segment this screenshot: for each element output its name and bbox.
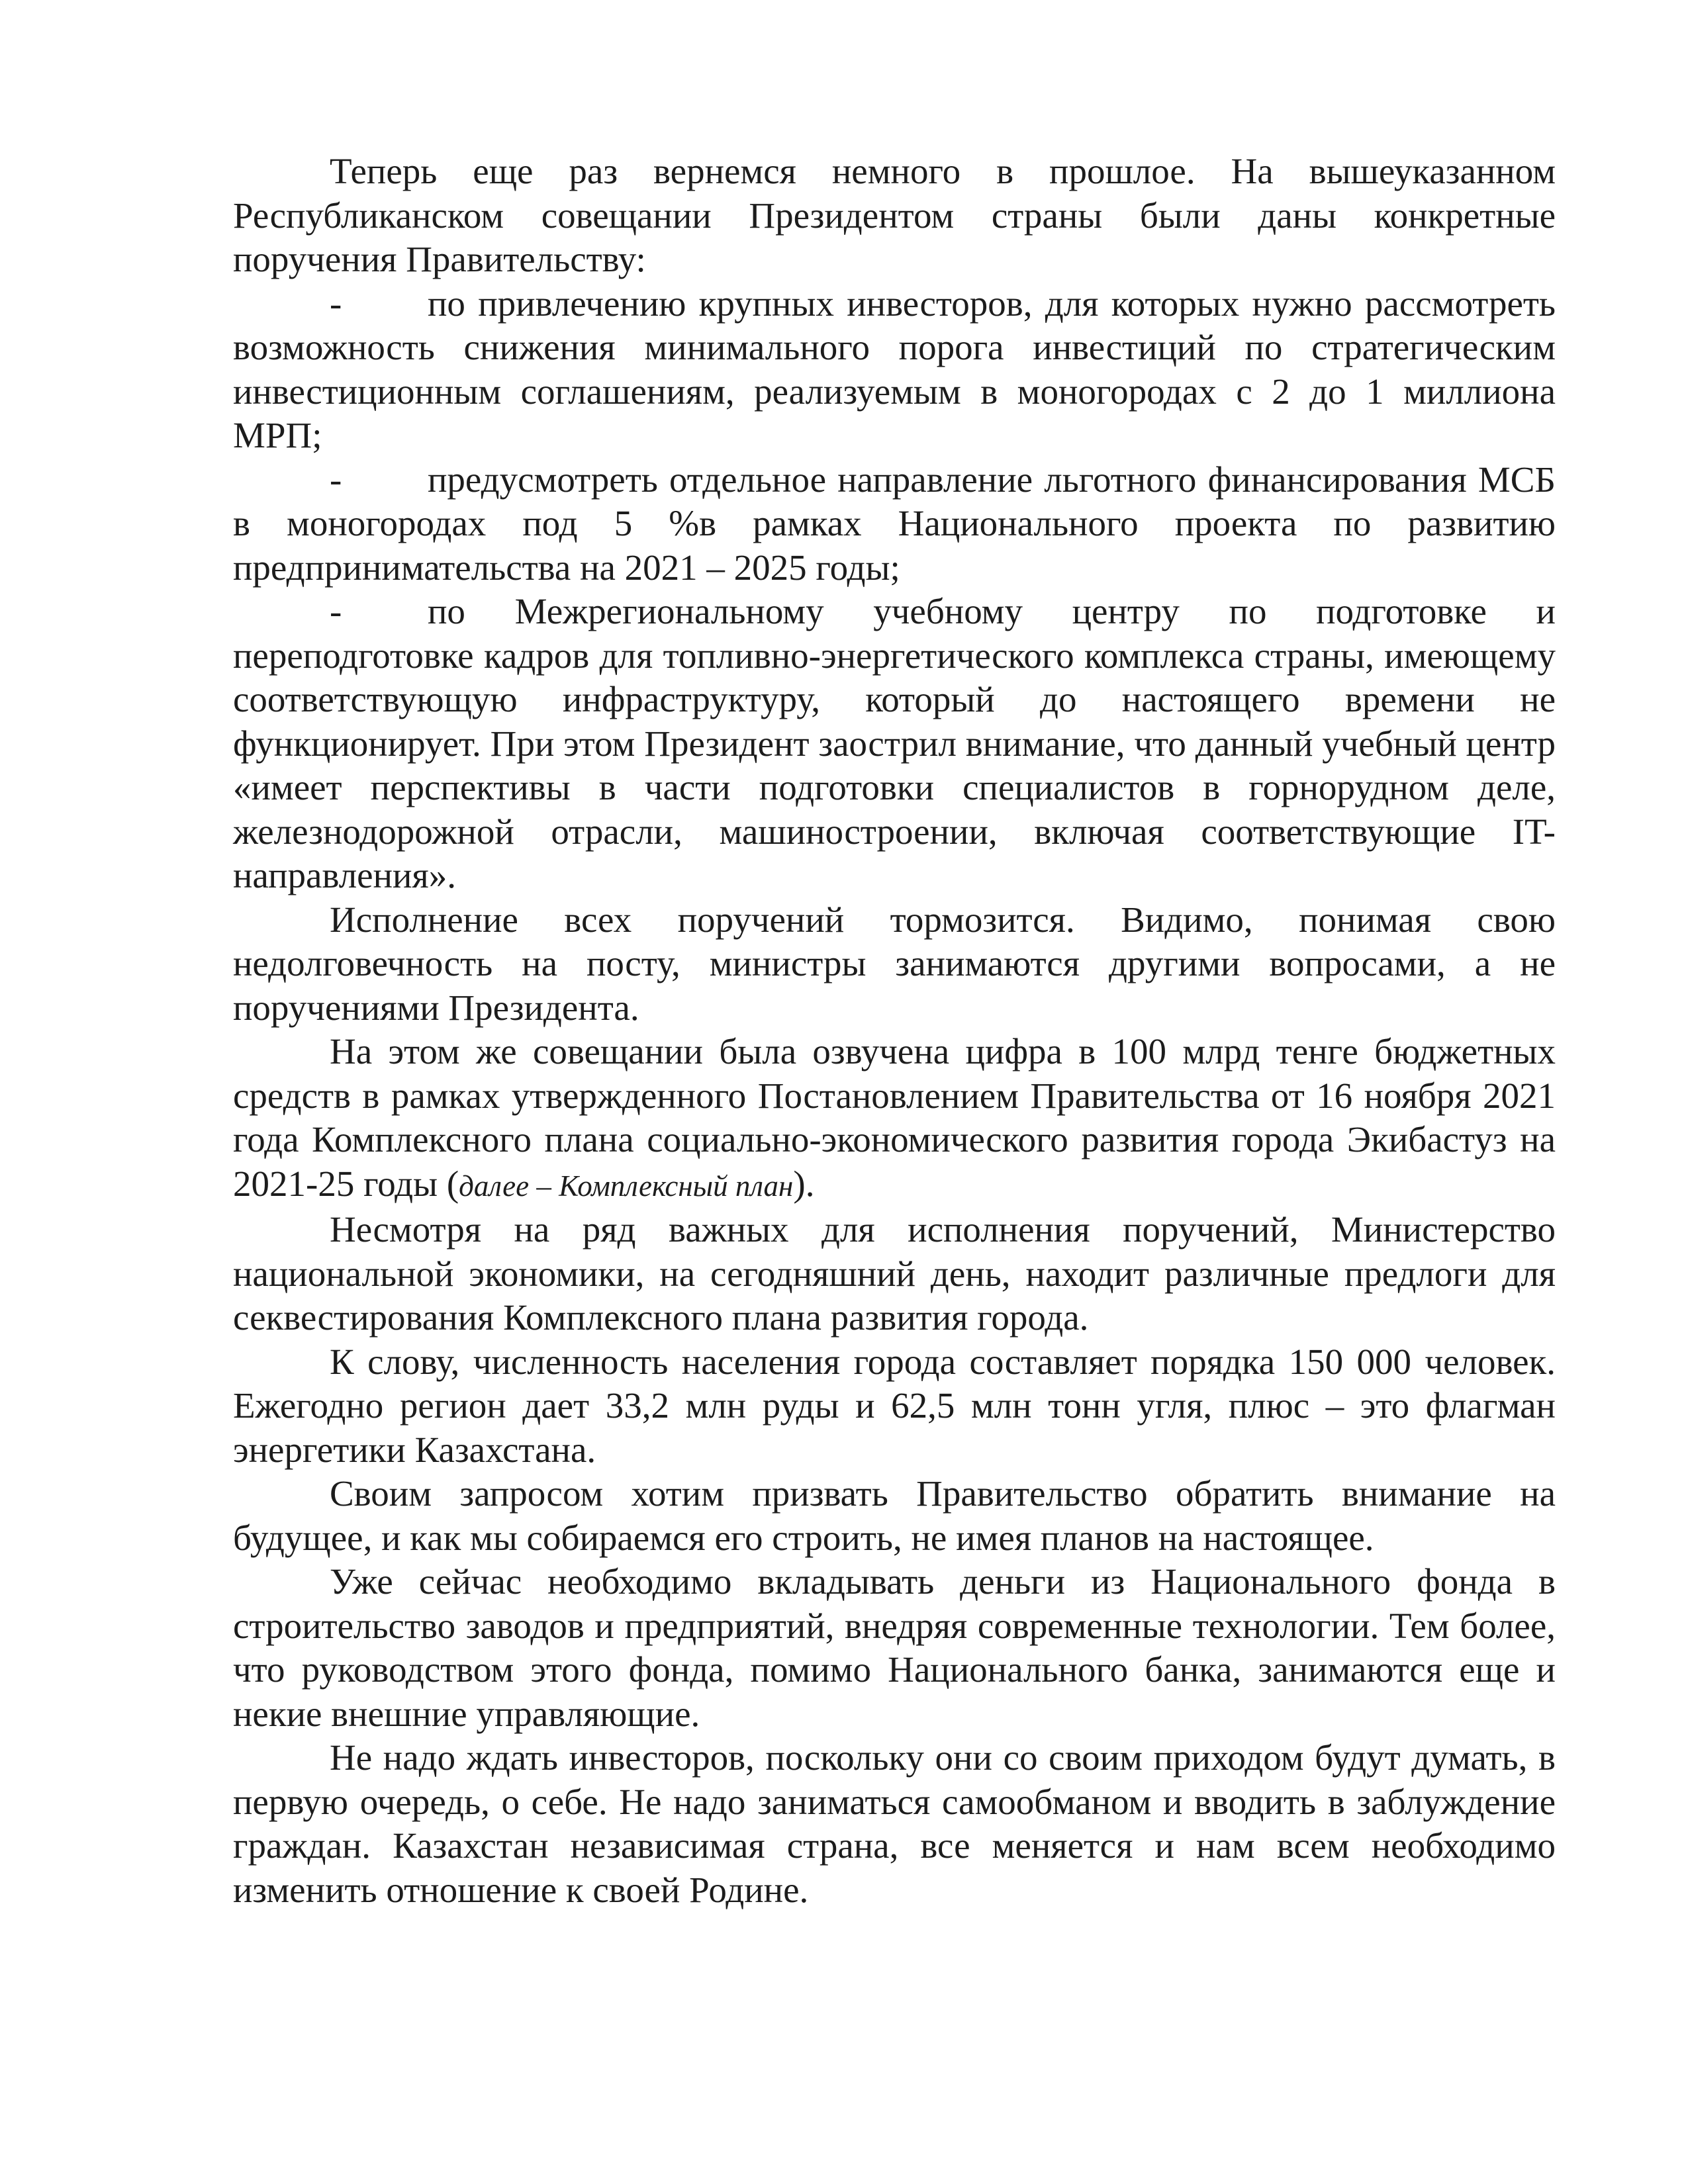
list-marker: - [330, 459, 342, 500]
paragraph-conclusion: Не надо ждать инвесторов, поскольку они со своим приходом будут думать, в первую очередь, о себе. Не надо заниматься самообманом и вводить в заблуждение граждан. Казахстан независимая страна, все меняется и нам всем необходимо изменить отношение к своей Родине. [233, 1737, 1556, 1910]
list-marker: - [330, 283, 342, 324]
list-item-text: предусмотреть отдельное направление льготного финансирования МСБ в моногородах под 5 %в рамках Национального проекта по развитию предпринимательства на 2021 – 2025 годы; [233, 459, 1556, 588]
paragraph-request: Своим запросом хотим призвать Правительство обратить внимание на будущее, и как мы собираемся его строить, не имея планов на настоящее. [233, 1473, 1556, 1558]
paragraph-budget-note: далее – Комплексный план [459, 1169, 794, 1203]
paragraph-ministry: Несмотря на ряд важных для исполнения поручений, Министерство национальной экономики, на сегодняшний день, находит различные предлоги для секвестирования Комплексного плана развития города. [233, 1209, 1556, 1338]
paragraph-budget-main: На этом же совещании была озвучена цифра в 100 млрд тенге бюджетных средств в рамках утвержденного Постановлением Правительства от 16 ноября 2021 года Комплексного плана социально-экономического развития города Экибастуз на 2021-25 годы ( [233, 1031, 1556, 1204]
list-item-text: по привлечению крупных инвесторов, для которых нужно рассмотреть возможность снижения минимального порога инвестиций по стратегическим инвестиционным соглашениям, реализуемым в моногородах с 2 до 1 миллиона МРП; [233, 283, 1556, 455]
paragraph-national-fund: Уже сейчас необходимо вкладывать деньги из Национального фонда в строительство заводов и предприятий, внедряя современные технологии. Тем более, что руководством этого фонда, помимо Национального банка, занимаются еще и некие внешние управляющие. [233, 1561, 1556, 1734]
paragraph-intro: Теперь еще раз вернемся немного в прошлое. На вышеуказанном Республиканском совещании Президентом страны были даны конкретные поручения Правительству: [233, 151, 1556, 279]
paragraph-budget [233, 1030, 1556, 1208]
list-item-financing [233, 458, 1556, 590]
list-item-investors [233, 282, 1556, 458]
list-marker: - [330, 591, 342, 631]
list-item-training-center [233, 590, 1556, 898]
paragraph-budget-end: ). [793, 1163, 815, 1204]
list-item-text: по Межрегиональному учебному центру по подготовке и переподготовке кадров для топливно-энергетического комплекса страны, имеющему соответствующую инфраструктуру, который до настоящего времени не функционирует. При этом Президент заострил внимание, что данный учебный центр «имеет перспективы в части подготовки специалистов в горнорудном деле, железнодорожной отрасли, машиностроении, включая соответствующие IT-направления». [233, 591, 1556, 895]
document-page [233, 150, 1556, 1912]
paragraph-execution: Исполнение всех поручений тормозится. Видимо, понимая свою недолговечность на посту, министры занимаются другими вопросами, а не поручениями Президента. [233, 899, 1556, 1028]
paragraph-population: К слову, численность населения города составляет порядка 150 000 человек. Ежегодно регион дает 33,2 млн руды и 62,5 млн тонн угля, плюс – это флагман энергетики Казахстана. [233, 1341, 1556, 1470]
